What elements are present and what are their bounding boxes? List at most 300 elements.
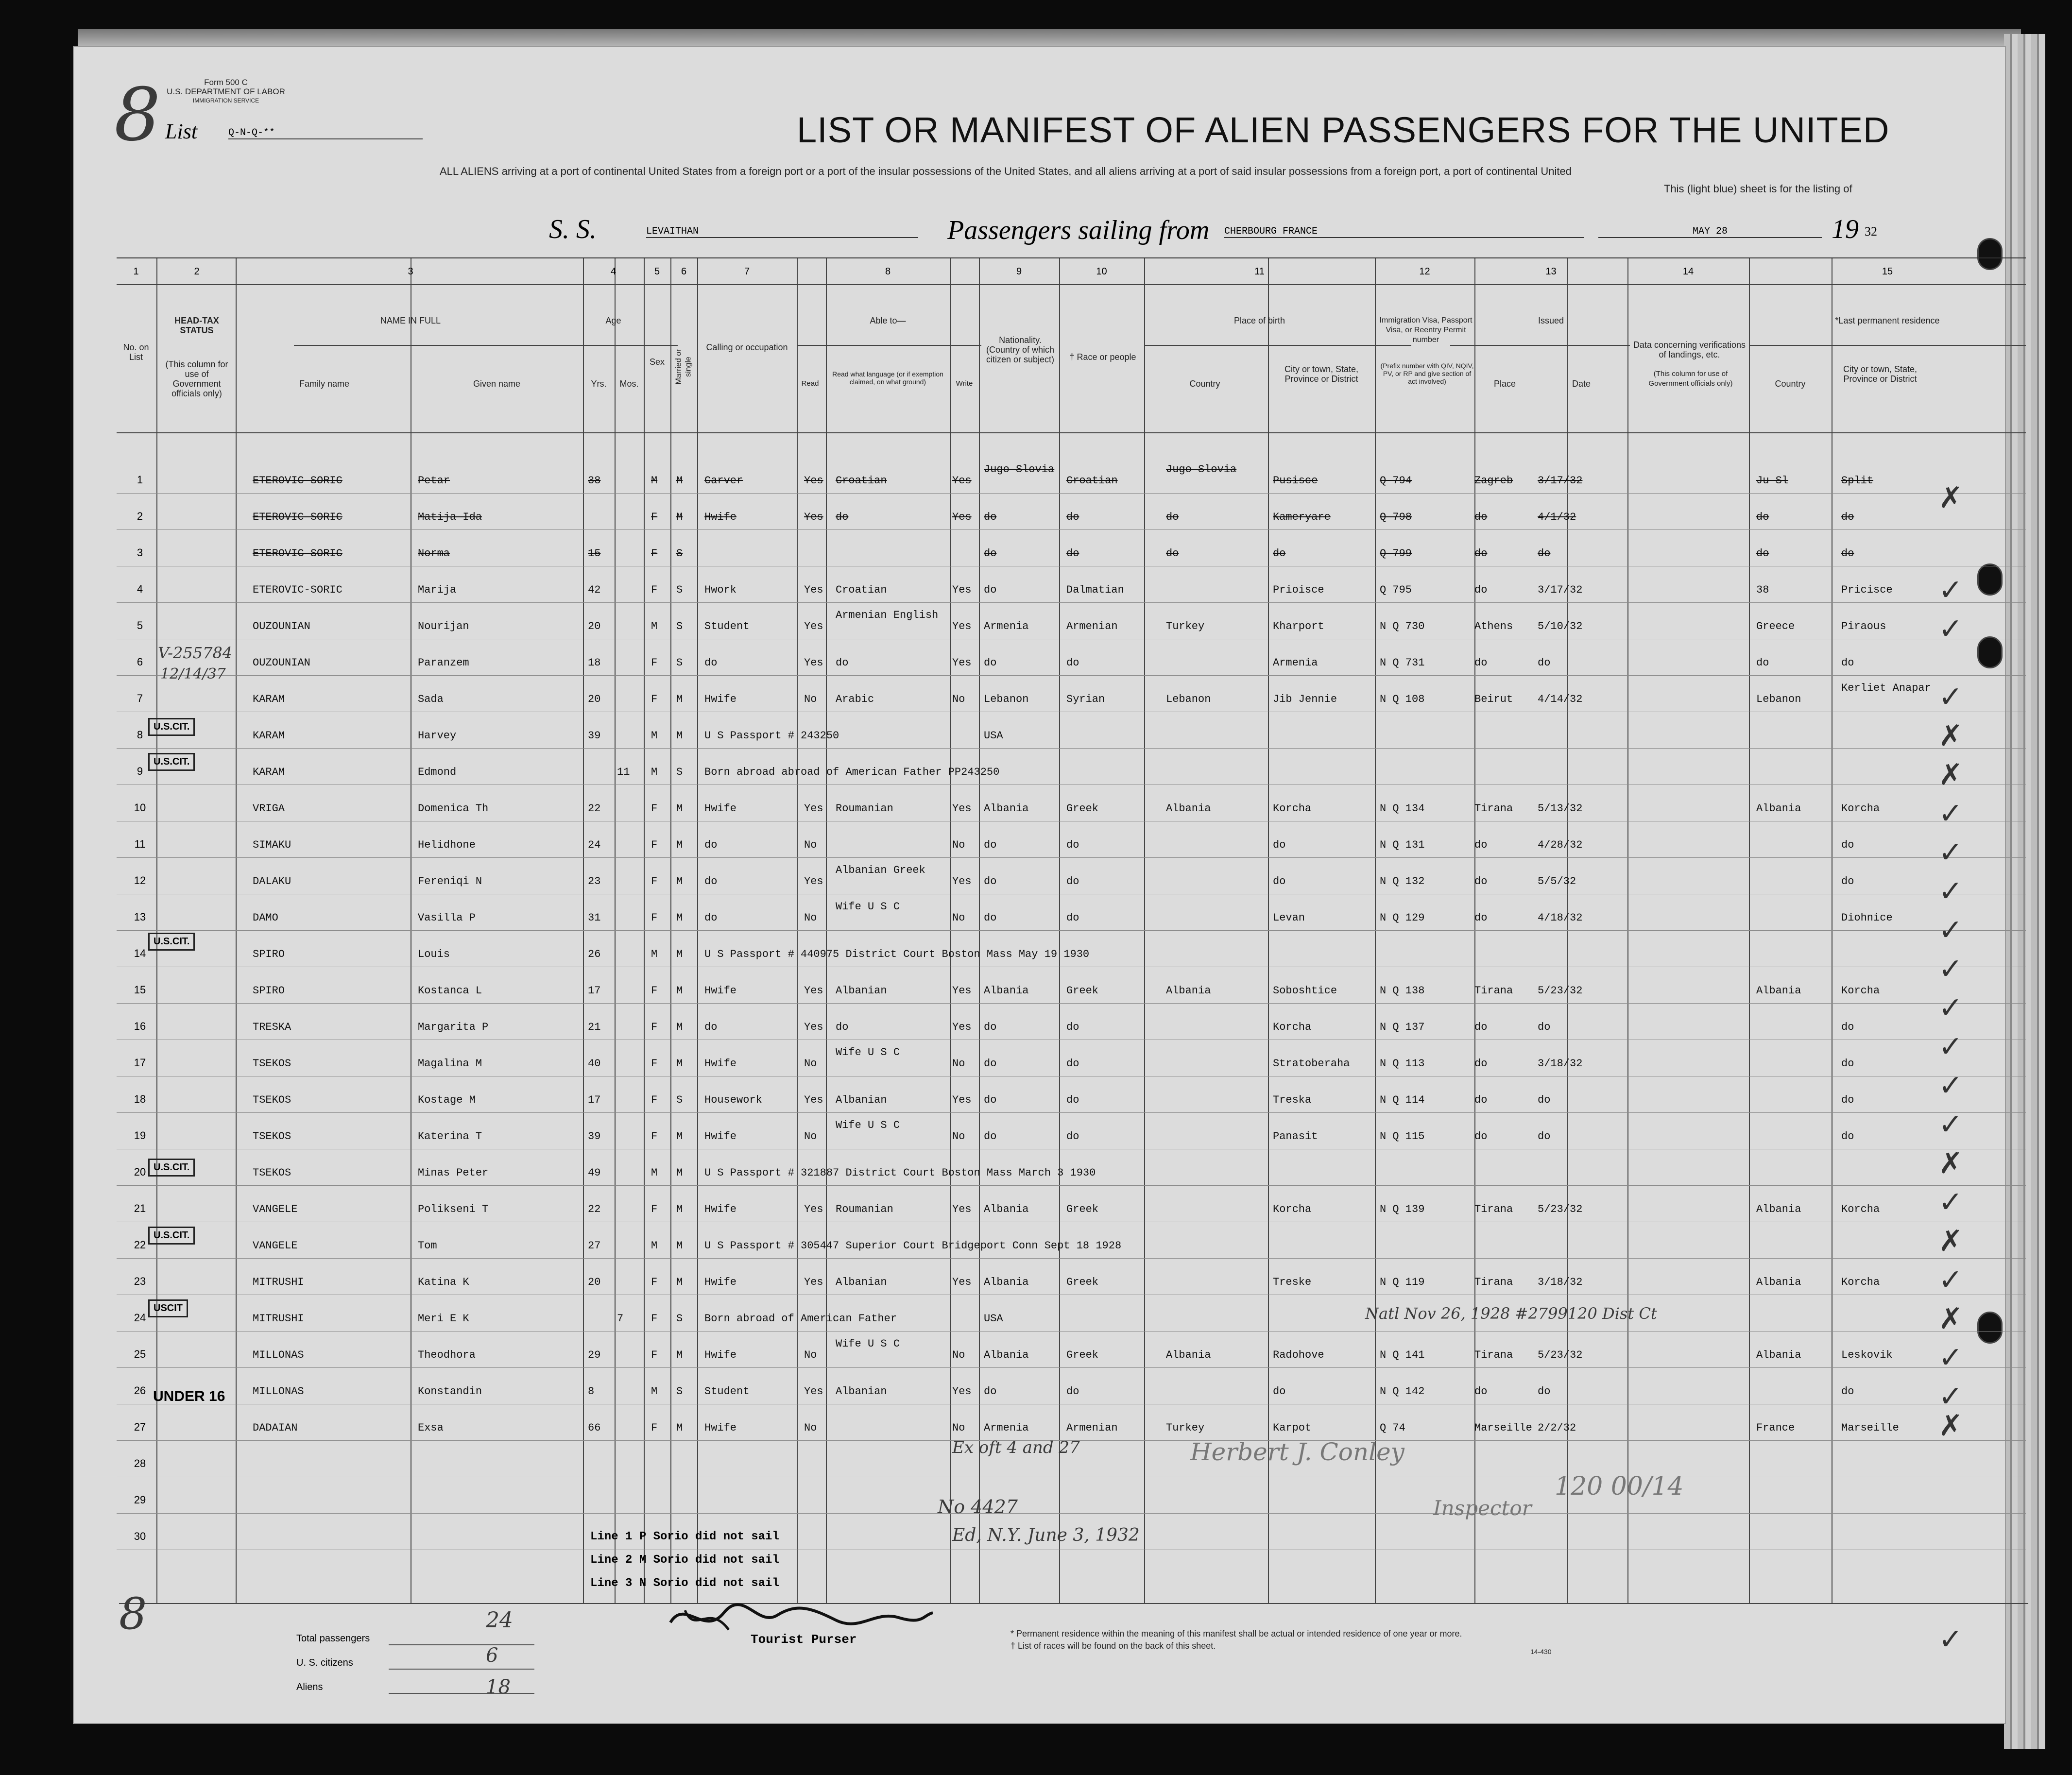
- cell-family: MILLONAS: [253, 1349, 304, 1361]
- cell-country: Turkey: [1166, 620, 1205, 632]
- cell-write: Yes: [952, 511, 972, 523]
- cell-yrs: 39: [588, 730, 601, 742]
- cell-given: Tom: [418, 1240, 437, 1252]
- cell-place: do: [1474, 1021, 1488, 1033]
- cell-calling: U S Passport # 440975 District Court Boston Mass May 19 1930: [704, 948, 1090, 960]
- under-16-stamp: UNDER 16: [153, 1388, 225, 1404]
- cell-calling: do: [704, 657, 718, 669]
- cell-lang: Wife U S C: [836, 901, 900, 913]
- row-number: 15: [134, 984, 146, 996]
- cell-race: Armenian: [1066, 1422, 1118, 1434]
- cell-given: Theodhora: [418, 1349, 476, 1361]
- cell-given: Vasilla P: [418, 912, 476, 924]
- header-res-country: Country: [1775, 379, 1806, 389]
- cell-visa: N Q 132: [1380, 875, 1425, 888]
- check-mark: ✗: [1938, 719, 1963, 753]
- cell-res-city: Kerliet Anapar: [1841, 682, 1931, 694]
- cell-ms: M: [676, 1167, 683, 1179]
- cell-given: Meri E K: [418, 1313, 469, 1325]
- cell-calling: Hwife: [704, 511, 737, 523]
- row-number: 28: [134, 1457, 146, 1469]
- header-landing: Data concerning verifications of landings, etc.: [1633, 340, 1746, 359]
- row-rule: [117, 602, 2026, 603]
- column-number: 2: [194, 266, 200, 277]
- cell-visa: Q 798: [1380, 511, 1412, 523]
- cell-visa: N Q 115: [1380, 1130, 1425, 1143]
- us-citizen-stamp: U.S.CIT.: [148, 1159, 195, 1177]
- cell-calling: Hwife: [704, 1276, 737, 1288]
- row-number: 25: [134, 1348, 146, 1360]
- page-title: LIST OR MANIFEST OF ALIEN PASSENGERS FOR THE UNITED: [797, 110, 1890, 150]
- cell-visa: N Q 134: [1380, 802, 1425, 815]
- cell-res-city: Split: [1841, 475, 1874, 487]
- cell-date: 3/18/32: [1538, 1276, 1583, 1288]
- cell-family: OUZOUNIAN: [253, 620, 310, 632]
- cell-sex: F: [651, 584, 658, 596]
- cell-race: do: [1066, 839, 1079, 851]
- cell-sex: F: [651, 802, 658, 815]
- cell-res-country: 38: [1756, 584, 1769, 596]
- cell-res-city: Piraous: [1841, 620, 1886, 632]
- handwritten-note: Ex oft 4 and 27: [952, 1438, 1080, 1457]
- header-issued-place: Place: [1493, 379, 1516, 389]
- check-mark: ✓: [1938, 680, 1963, 714]
- cell-date: 3/17/32: [1538, 584, 1583, 596]
- cell-nat: do: [984, 657, 997, 669]
- column-number: 8: [885, 266, 891, 277]
- row-number: 27: [134, 1421, 146, 1433]
- cell-city: Radohove: [1273, 1349, 1324, 1361]
- cell-city: Soboshtice: [1273, 985, 1337, 997]
- row-number: 22: [134, 1239, 146, 1251]
- cell-city: do: [1273, 547, 1286, 560]
- cell-sex: F: [651, 511, 658, 523]
- cell-country: Albania: [1166, 985, 1211, 997]
- cell-sex: M: [651, 730, 658, 742]
- cell-given: Magalina M: [418, 1058, 482, 1070]
- list-value: Q-N-Q-**: [228, 127, 423, 139]
- cell-family: MITRUSHI: [253, 1276, 304, 1288]
- cell-given: Katina K: [418, 1276, 469, 1288]
- cell-family: ETEROVIC-SORIC: [253, 547, 342, 560]
- cell-date: do: [1538, 547, 1551, 560]
- cell-res-city: do: [1841, 547, 1854, 560]
- purser-title: Tourist Purser: [751, 1632, 857, 1647]
- cell-date: 5/5/32: [1538, 875, 1576, 888]
- cell-sex: M: [651, 1167, 658, 1179]
- cell-ms: S: [676, 620, 683, 632]
- cell-family: ETEROVIC-SORIC: [253, 475, 342, 487]
- cell-place: do: [1474, 584, 1488, 596]
- cell-city: Stratoberaha: [1273, 1058, 1350, 1070]
- cell-country: Lebanon: [1166, 693, 1211, 705]
- handwritten-fee: 120 00/14: [1555, 1472, 1684, 1501]
- column-number: 14: [1682, 266, 1694, 277]
- cell-calling: Hwife: [704, 693, 737, 705]
- cell-given: Exsa: [418, 1422, 444, 1434]
- check-mark: ✓: [1938, 1069, 1963, 1103]
- row-number: 7: [137, 692, 143, 704]
- cell-visa: N Q 141: [1380, 1349, 1425, 1361]
- row-number: 14: [134, 947, 146, 959]
- cell-sex: F: [651, 1349, 658, 1361]
- row-number: 8: [137, 729, 143, 741]
- ship-name: LEVAITHAN: [646, 226, 918, 238]
- check-mark: ✓: [1938, 1263, 1963, 1297]
- header-birth-city: City or town, State, Province or District: [1284, 364, 1359, 384]
- cell-visa: Q 74: [1380, 1422, 1405, 1434]
- cell-visa: N Q 139: [1380, 1203, 1425, 1215]
- cell-lang: Albanian: [836, 985, 887, 997]
- inspector-signature: Herbert J. Conley: [1190, 1438, 1404, 1466]
- cell-read: Yes: [804, 1021, 823, 1033]
- header-race: † Race or people: [1069, 352, 1136, 362]
- cell-date: 4/1/32: [1538, 511, 1576, 523]
- cell-sex: M: [651, 766, 658, 778]
- cell-write: Yes: [952, 620, 972, 632]
- check-mark: ✓: [1938, 573, 1963, 607]
- cell-write: No: [952, 1349, 965, 1361]
- cell-sex: M: [651, 948, 658, 960]
- cell-ms: M: [676, 1130, 683, 1143]
- us-citizen-stamp: U.S.CIT.: [148, 1227, 195, 1245]
- cell-given: Edmond: [418, 766, 457, 778]
- cell-given: Katerina T: [418, 1130, 482, 1143]
- cell-res-country: Albania: [1756, 802, 1801, 815]
- header-read: Read: [801, 379, 819, 388]
- cell-sex: F: [651, 1130, 658, 1143]
- cell-family: TSEKOS: [253, 1058, 291, 1070]
- header-res-city: City or town, State, Province or District: [1843, 364, 1918, 384]
- cell-res-country: Albania: [1756, 1276, 1801, 1288]
- cell-mos: 11: [617, 766, 630, 778]
- cell-given: Helidhone: [418, 839, 476, 851]
- cell-race: Dalmatian: [1066, 584, 1124, 596]
- cell-yrs: 31: [588, 912, 601, 924]
- check-mark: ✓: [1938, 1030, 1963, 1064]
- cell-calling: Housework: [704, 1094, 762, 1106]
- cell-family: KARAM: [253, 730, 285, 742]
- row-number: 11: [134, 838, 146, 850]
- cell-read: No: [804, 693, 817, 705]
- page-subtitle: ALL ALIENS arriving at a port of continental United States from a foreign port or a port of the insular possessions of the United States, and all aliens arriving at a port of said insular possessions from a foreign port, a port of continental United: [440, 165, 1572, 177]
- cell-res-city: Marseille: [1841, 1422, 1899, 1434]
- cell-write: Yes: [952, 1203, 972, 1215]
- cell-nat: USA: [984, 730, 1003, 742]
- cell-date: do: [1538, 1130, 1551, 1143]
- cell-race: Croatian: [1066, 475, 1118, 487]
- cell-family: VANGELE: [253, 1240, 298, 1252]
- cell-ms: M: [676, 1422, 683, 1434]
- cell-race: do: [1066, 1094, 1079, 1106]
- cell-lang: Albanian: [836, 1385, 887, 1398]
- cell-city: Karpot: [1273, 1422, 1312, 1434]
- header-language: Read what language (or if exemption claimed, on what ground): [832, 370, 943, 386]
- cell-calling: Hwife: [704, 1422, 737, 1434]
- naturalization-note: Natl Nov 26, 1928 #2799120 Dist Ct: [1365, 1304, 1657, 1323]
- row-number: 10: [134, 802, 146, 814]
- cell-yrs: 22: [588, 802, 601, 815]
- cell-yrs: 15: [588, 547, 601, 560]
- cell-sex: F: [651, 693, 658, 705]
- cell-calling: Student: [704, 620, 750, 632]
- row-rule: [117, 930, 2026, 931]
- cell-res-country: Lebanon: [1756, 693, 1801, 705]
- column-number: 13: [1545, 266, 1557, 277]
- cell-visa: N Q 142: [1380, 1385, 1425, 1398]
- cell-sex: F: [651, 1021, 658, 1033]
- cell-res-country: Albania: [1756, 985, 1801, 997]
- cell-given: Polikseni T: [418, 1203, 489, 1215]
- row-number: 1: [137, 474, 143, 486]
- cell-city: Korcha: [1273, 802, 1312, 815]
- cell-lang: do: [836, 1021, 849, 1033]
- cell-read: No: [804, 1422, 817, 1434]
- alien-registration-note: V-255784: [158, 644, 233, 662]
- cell-calling: U S Passport # 321887 District Court Boston Mass March 3 1930: [704, 1167, 1096, 1179]
- margin-number-bottom: 8: [119, 1588, 147, 1639]
- cell-visa: Q 795: [1380, 584, 1412, 596]
- header-married: Married or single: [674, 349, 693, 385]
- row-rule: [117, 1258, 2026, 1259]
- cell-yrs: 27: [588, 1240, 601, 1252]
- header-family-name: Family name: [299, 379, 350, 389]
- cell-ms: M: [676, 1349, 683, 1361]
- cell-country: Albania: [1166, 802, 1211, 815]
- cell-res-city: Leskovik: [1841, 1349, 1893, 1361]
- cell-read: Yes: [804, 802, 823, 815]
- cell-race: do: [1066, 1058, 1079, 1070]
- cell-race: Armenian: [1066, 620, 1118, 632]
- cell-sex: F: [651, 985, 658, 997]
- cell-sex: F: [651, 1276, 658, 1288]
- cell-given: Marija: [418, 584, 457, 596]
- check-mark: ✗: [1938, 481, 1963, 515]
- cell-race: Syrian: [1066, 693, 1105, 705]
- row-number: 17: [134, 1057, 146, 1069]
- check-mark: ✓: [1938, 1185, 1963, 1219]
- header-name-in-full: NAME IN FULL: [380, 316, 441, 325]
- cell-calling: Hwife: [704, 1130, 737, 1143]
- cell-family: SIMAKU: [253, 839, 291, 851]
- us-citizen-stamp: U.S.CIT.: [148, 933, 195, 951]
- row-number: 19: [134, 1129, 146, 1142]
- cell-family: KARAM: [253, 693, 285, 705]
- cell-given: Paranzem: [418, 657, 469, 669]
- manifest-grid: [117, 257, 2026, 1604]
- column-number: 12: [1419, 266, 1430, 277]
- cell-visa: N Q 113: [1380, 1058, 1425, 1070]
- cell-race: do: [1066, 657, 1079, 669]
- cell-given: Nourijan: [418, 620, 469, 632]
- cell-city: Armenia: [1273, 657, 1318, 669]
- cell-write: No: [952, 912, 965, 924]
- cell-read: Yes: [804, 584, 823, 596]
- cell-res-city: Diohnice: [1841, 912, 1893, 924]
- header-no-on-list: No. on List: [123, 342, 149, 362]
- cell-calling: Hwife: [704, 1203, 737, 1215]
- cell-place: do: [1474, 839, 1488, 851]
- row-number: 6: [137, 656, 143, 668]
- cell-read: Yes: [804, 985, 823, 997]
- cell-city: do: [1273, 875, 1286, 888]
- check-mark: ✗: [1938, 1409, 1963, 1443]
- cell-sex: F: [651, 1203, 658, 1215]
- form-number: Form 500 C: [204, 78, 248, 87]
- cell-calling: Born abroad abroad of American Father PP243250: [704, 766, 1000, 778]
- aliens-value: 18: [486, 1676, 511, 1698]
- cell-ms: S: [676, 1094, 683, 1106]
- cell-yrs: 40: [588, 1058, 601, 1070]
- total-passengers-value: 24: [486, 1608, 513, 1633]
- header-head-tax: HEAD-TAX STATUS: [174, 316, 219, 335]
- cell-country: Albania: [1166, 1349, 1211, 1361]
- cell-mos: 7: [617, 1313, 624, 1325]
- cell-lang: Arabic: [836, 693, 874, 705]
- header-visa-note: (Prefix number with QIV, NQIV, PV, or RP and give section of act involved): [1380, 362, 1474, 385]
- cell-date: 3/17/32: [1538, 475, 1583, 487]
- cell-given: Sada: [418, 693, 444, 705]
- cell-city: Treske: [1273, 1276, 1312, 1288]
- cell-city: Kharport: [1273, 620, 1324, 632]
- cell-yrs: 22: [588, 1203, 601, 1215]
- cell-yrs: 8: [588, 1385, 595, 1398]
- cell-write: No: [952, 1422, 965, 1434]
- cell-yrs: 20: [588, 693, 601, 705]
- cell-country: do: [1166, 511, 1179, 523]
- cell-calling: Hwife: [704, 985, 737, 997]
- row-number: 9: [137, 765, 143, 777]
- cell-ms: S: [676, 1313, 683, 1325]
- check-mark: ✓: [1938, 991, 1963, 1025]
- cell-place: do: [1474, 1130, 1488, 1143]
- row-number: 2: [137, 510, 143, 522]
- cell-city: Jib Jennie: [1273, 693, 1337, 705]
- cell-lang: Albanian: [836, 1276, 887, 1288]
- cell-visa: N Q 108: [1380, 693, 1425, 705]
- row-rule: [117, 748, 2026, 749]
- row-rule: [117, 493, 2026, 494]
- cell-yrs: 20: [588, 1276, 601, 1288]
- cell-write: Yes: [952, 584, 972, 596]
- did-not-sail-note: Line 2 M Sorio did not sail: [590, 1553, 779, 1567]
- cell-place: Athens: [1474, 620, 1513, 632]
- cell-visa: N Q 131: [1380, 839, 1425, 851]
- cell-read: Yes: [804, 1276, 823, 1288]
- cell-given: Kostanca L: [418, 985, 482, 997]
- cell-city: do: [1273, 839, 1286, 851]
- cell-res-city: Korcha: [1841, 802, 1880, 815]
- cell-place: Zagreb: [1474, 475, 1513, 487]
- cell-date: do: [1538, 1385, 1551, 1398]
- cell-ms: S: [676, 547, 683, 560]
- cell-res-country: do: [1756, 547, 1769, 560]
- cell-race: Greek: [1066, 985, 1099, 997]
- cell-read: Yes: [804, 1203, 823, 1215]
- cell-date: 3/18/32: [1538, 1058, 1583, 1070]
- cell-yrs: 17: [588, 985, 601, 997]
- cell-given: Harvey: [418, 730, 457, 742]
- cell-yrs: 23: [588, 875, 601, 888]
- cell-nat: Armenia: [984, 620, 1029, 632]
- cell-nat: do: [984, 1094, 997, 1106]
- cell-nat: do: [984, 1130, 997, 1143]
- cell-date: 5/13/32: [1538, 802, 1583, 815]
- cell-yrs: 20: [588, 620, 601, 632]
- column-number: 15: [1882, 266, 1893, 277]
- cell-sex: F: [651, 547, 658, 560]
- cell-race: do: [1066, 1385, 1079, 1398]
- cell-nat: do: [984, 912, 997, 924]
- cell-res-country: France: [1756, 1422, 1795, 1434]
- row-number: 4: [137, 583, 143, 595]
- row-number: 18: [134, 1093, 146, 1105]
- cell-sex: M: [651, 475, 658, 487]
- cell-calling: Hwife: [704, 802, 737, 815]
- column-number: 10: [1096, 266, 1107, 277]
- cell-ms: M: [676, 511, 683, 523]
- header-age: Age: [605, 316, 621, 325]
- cell-ms: S: [676, 657, 683, 669]
- footnote: * Permanent residence within the meaning of this manifest shall be actual or intended residence of one year or more.: [1010, 1629, 1462, 1638]
- cell-sex: M: [651, 1385, 658, 1398]
- column-number: 11: [1254, 266, 1265, 277]
- cell-write: Yes: [952, 657, 972, 669]
- cell-res-country: Albania: [1756, 1349, 1801, 1361]
- cell-yrs: 66: [588, 1422, 601, 1434]
- cell-date: 4/28/32: [1538, 839, 1583, 851]
- page-subtitle-2: This (light blue) sheet is for the listing of: [1664, 183, 1852, 195]
- cell-given: Fereniqi N: [418, 875, 482, 888]
- cell-nat: do: [984, 584, 997, 596]
- cell-family: TSEKOS: [253, 1167, 291, 1179]
- column-number: 1: [133, 266, 139, 277]
- cell-country: Jugo Slovia: [1166, 463, 1237, 476]
- cell-race: Greek: [1066, 802, 1099, 815]
- cell-nat: USA: [984, 1313, 1003, 1325]
- cell-res-country: do: [1756, 657, 1769, 669]
- cell-ms: S: [676, 766, 683, 778]
- cell-nat: Albania: [984, 1276, 1029, 1288]
- cell-country: do: [1166, 547, 1179, 560]
- header-place-of-birth: Place of birth: [1233, 316, 1285, 325]
- cell-lang: Albanian Greek: [836, 864, 925, 876]
- cell-city: Prioisce: [1273, 584, 1324, 596]
- header-yrs: Yrs.: [591, 379, 607, 389]
- cell-nat: Armenia: [984, 1422, 1029, 1434]
- cell-place: Beirut: [1474, 693, 1513, 705]
- cell-place: do: [1474, 912, 1488, 924]
- cell-calling: Hwife: [704, 1349, 737, 1361]
- cell-lang: Croatian: [836, 584, 887, 596]
- cell-visa: N Q 731: [1380, 657, 1425, 669]
- cell-sex: F: [651, 1422, 658, 1434]
- cell-res-city: Korcha: [1841, 985, 1880, 997]
- cell-calling: Carver: [704, 475, 743, 487]
- cell-family: TSEKOS: [253, 1094, 291, 1106]
- sailing-date: MAY 28: [1598, 226, 1822, 238]
- cell-date: do: [1538, 1021, 1551, 1033]
- form-code: 14-430: [1530, 1648, 1552, 1656]
- cell-place: Tirana: [1474, 1349, 1513, 1361]
- cell-calling: do: [704, 839, 718, 851]
- cell-read: No: [804, 1058, 817, 1070]
- cell-sex: M: [651, 1240, 658, 1252]
- row-number: 16: [134, 1020, 146, 1032]
- row-number: 5: [137, 619, 143, 631]
- header-given-name: Given name: [473, 379, 521, 389]
- cell-date: 5/23/32: [1538, 985, 1583, 997]
